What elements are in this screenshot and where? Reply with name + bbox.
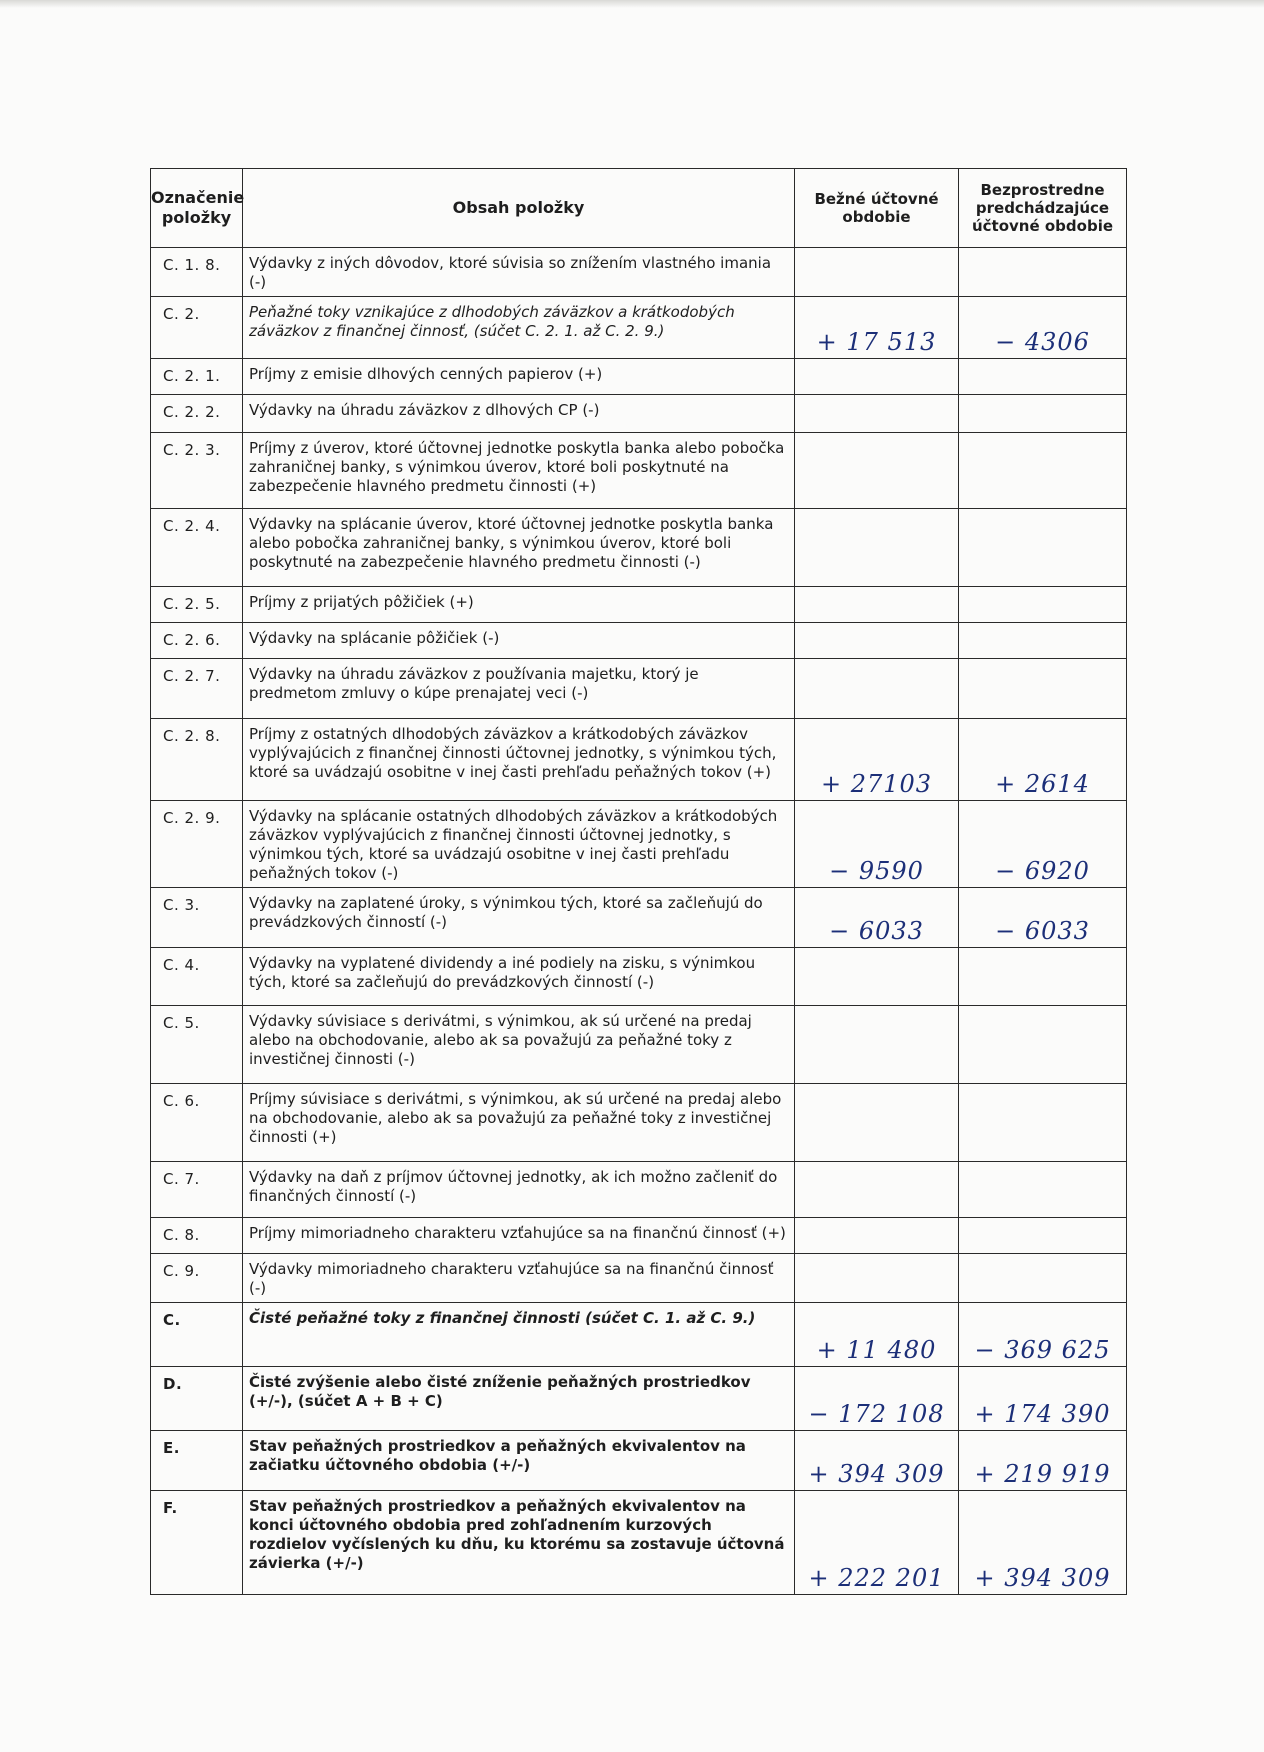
row-previous-value xyxy=(959,248,1127,297)
row-previous-value xyxy=(959,623,1127,659)
row-description: Čisté zvýšenie alebo čisté zníženie peňažných prostriedkov (+/-), (súčet A + B + C) xyxy=(243,1367,795,1431)
row-description: Výdavky z iných dôvodov, ktoré súvisia so znížením vlastného imania (-) xyxy=(243,248,795,297)
table-row xyxy=(151,1254,1127,1303)
row-previous-value xyxy=(959,1254,1127,1303)
row-current-value: + 222 201 xyxy=(795,1491,959,1595)
cash-flow-table xyxy=(150,168,1127,1595)
row-code: C. 2. xyxy=(151,297,243,359)
row-previous-value: − 4306 xyxy=(959,297,1127,359)
header-previous-period: Bezprostredne predchádzajúce účtovné obdobie xyxy=(959,169,1127,248)
row-current-value xyxy=(795,1084,959,1162)
header-description: Obsah položky xyxy=(243,169,795,248)
row-description: Peňažné toky vznikajúce z dlhodobých záväzkov a krátkodobých záväzkov z finančnej činnosť, (súčet C. 2. 1. až C. 2. 9.) xyxy=(243,297,795,359)
table-row xyxy=(151,948,1127,1006)
row-previous-value xyxy=(959,587,1127,623)
row-current-value: + 17 513 xyxy=(795,297,959,359)
row-current-value xyxy=(795,948,959,1006)
row-description: Výdavky na splácanie ostatných dlhodobých záväzkov a krátkodobých záväzkov vyplývajúcich z finančnej činnosti účtovnej jednotky, s výnimkou tých, ktoré sa uvádzajú osobitne v inej časti prehľadu peňažných tokov (-) xyxy=(243,801,795,888)
table-row xyxy=(151,359,1127,395)
row-previous-value xyxy=(959,359,1127,395)
row-current-value: − 6033 xyxy=(795,888,959,948)
row-previous-value xyxy=(959,395,1127,433)
row-current-value xyxy=(795,587,959,623)
row-previous-value: + 174 390 xyxy=(959,1367,1127,1431)
row-current-value xyxy=(795,395,959,433)
row-description: Príjmy z prijatých pôžičiek (+) xyxy=(243,587,795,623)
table-row xyxy=(151,248,1127,297)
row-description: Čisté peňažné toky z finančnej činnosti (súčet C. 1. až C. 9.) xyxy=(243,1303,795,1367)
row-description: Výdavky na splácanie pôžičiek (-) xyxy=(243,623,795,659)
row-previous-value xyxy=(959,433,1127,509)
table-row xyxy=(151,395,1127,433)
scan-top-shadow xyxy=(0,0,1264,8)
row-previous-value xyxy=(959,659,1127,719)
row-code: F. xyxy=(151,1491,243,1595)
row-current-value xyxy=(795,659,959,719)
row-code: C. 2. 8. xyxy=(151,719,243,801)
row-current-value xyxy=(795,248,959,297)
row-code: C. 5. xyxy=(151,1006,243,1084)
row-current-value xyxy=(795,623,959,659)
row-code: C. 2. 4. xyxy=(151,509,243,587)
row-previous-value xyxy=(959,1006,1127,1084)
row-current-value xyxy=(795,1162,959,1218)
row-code: C. 2. 2. xyxy=(151,395,243,433)
row-code: C. 2. 5. xyxy=(151,587,243,623)
row-code: C. 7. xyxy=(151,1162,243,1218)
row-previous-value xyxy=(959,948,1127,1006)
row-code: C. 3. xyxy=(151,888,243,948)
table-row xyxy=(151,1084,1127,1162)
row-code: C. 8. xyxy=(151,1218,243,1254)
row-description: Príjmy z emisie dlhových cenných papierov (+) xyxy=(243,359,795,395)
row-previous-value: + 219 919 xyxy=(959,1431,1127,1491)
table-row xyxy=(151,297,1127,359)
row-current-value: + 394 309 xyxy=(795,1431,959,1491)
row-description: Výdavky súvisiace s derivátmi, s výnimkou, ak sú určené na predaj alebo na obchodovanie, alebo ak sa považujú za peňažné toky z investičnej činnosti (-) xyxy=(243,1006,795,1084)
row-code: C. 4. xyxy=(151,948,243,1006)
table-row xyxy=(151,433,1127,509)
row-description: Výdavky na úhradu záväzkov z dlhových CP (-) xyxy=(243,395,795,433)
header-current-period: Bežné účtovné obdobie xyxy=(795,169,959,248)
row-description: Výdavky na zaplatené úroky, s výnimkou tých, ktoré sa začleňujú do prevádzkových činností (-) xyxy=(243,888,795,948)
row-current-value xyxy=(795,359,959,395)
header-code: Označenie položky xyxy=(151,169,243,248)
row-previous-value xyxy=(959,509,1127,587)
row-current-value: − 9590 xyxy=(795,801,959,888)
table-row xyxy=(151,1006,1127,1084)
row-description: Výdavky na vyplatené dividendy a iné podiely na zisku, s výnimkou tých, ktoré sa začleňujú do prevádzkových činností (-) xyxy=(243,948,795,1006)
row-description: Príjmy súvisiace s derivátmi, s výnimkou, ak sú určené na predaj alebo na obchodovanie, alebo ak sa považujú za peňažné toky z investičnej činnosti (+) xyxy=(243,1084,795,1162)
row-current-value xyxy=(795,509,959,587)
row-previous-value: − 6033 xyxy=(959,888,1127,948)
row-code: C. 2. 9. xyxy=(151,801,243,888)
row-code: C. xyxy=(151,1303,243,1367)
row-previous-value xyxy=(959,1084,1127,1162)
table-row xyxy=(151,1162,1127,1218)
row-description: Stav peňažných prostriedkov a peňažných ekvivalentov na začiatku účtovného obdobia (+/-) xyxy=(243,1431,795,1491)
row-previous-value xyxy=(959,1218,1127,1254)
row-code: C. 6. xyxy=(151,1084,243,1162)
table-row xyxy=(151,801,1127,888)
row-previous-value: + 2614 xyxy=(959,719,1127,801)
table-row xyxy=(151,1431,1127,1491)
table-row xyxy=(151,1303,1127,1367)
row-current-value: + 11 480 xyxy=(795,1303,959,1367)
table-row xyxy=(151,587,1127,623)
row-code: C. 2. 3. xyxy=(151,433,243,509)
row-code: C. 2. 6. xyxy=(151,623,243,659)
row-current-value xyxy=(795,1254,959,1303)
row-current-value: + 27103 xyxy=(795,719,959,801)
row-description: Stav peňažných prostriedkov a peňažných ekvivalentov na konci účtovného obdobia pred zohľadnením kurzových rozdielov vyčíslených ku dňu, ku ktorému sa zostavuje účtovná závierka (+/-) xyxy=(243,1491,795,1595)
row-current-value xyxy=(795,433,959,509)
row-description: Príjmy z úverov, ktoré účtovnej jednotke poskytla banka alebo pobočka zahraničnej banky, s výnimkou úverov, ktoré boli poskytnuté na zabezpečenie hlavného predmetu činnosti (+) xyxy=(243,433,795,509)
row-current-value xyxy=(795,1006,959,1084)
row-previous-value: − 6920 xyxy=(959,801,1127,888)
row-previous-value: − 369 625 xyxy=(959,1303,1127,1367)
row-code: E. xyxy=(151,1431,243,1491)
row-description: Výdavky mimoriadneho charakteru vzťahujúce sa na finančnú činnosť (-) xyxy=(243,1254,795,1303)
row-description: Výdavky na daň z príjmov účtovnej jednotky, ak ich možno začleniť do finančných činností (-) xyxy=(243,1162,795,1218)
row-code: C. 2. 1. xyxy=(151,359,243,395)
row-description: Výdavky na splácanie úverov, ktoré účtovnej jednotke poskytla banka alebo pobočka zahraničnej banky, s výnimkou úverov, ktoré boli poskytnuté na zabezpečenie hlavného predmetu činnosti (-) xyxy=(243,509,795,587)
row-description: Príjmy mimoriadneho charakteru vzťahujúce sa na finančnú činnosť (+) xyxy=(243,1218,795,1254)
table-row xyxy=(151,623,1127,659)
cash-flow-table-container xyxy=(150,168,1126,1595)
table-row xyxy=(151,1218,1127,1254)
table-row xyxy=(151,509,1127,587)
table-row xyxy=(151,659,1127,719)
table-row xyxy=(151,1367,1127,1431)
row-previous-value xyxy=(959,1162,1127,1218)
row-code: C. 2. 7. xyxy=(151,659,243,719)
row-code: C. 1. 8. xyxy=(151,248,243,297)
table-row xyxy=(151,719,1127,801)
table-header-row xyxy=(151,169,1127,248)
row-current-value xyxy=(795,1218,959,1254)
row-current-value: − 172 108 xyxy=(795,1367,959,1431)
row-code: D. xyxy=(151,1367,243,1431)
table-row xyxy=(151,888,1127,948)
row-code: C. 9. xyxy=(151,1254,243,1303)
table-row xyxy=(151,1491,1127,1595)
row-description: Výdavky na úhradu záväzkov z používania majetku, ktorý je predmetom zmluvy o kúpe prenajatej veci (-) xyxy=(243,659,795,719)
row-previous-value: + 394 309 xyxy=(959,1491,1127,1595)
row-description: Príjmy z ostatných dlhodobých záväzkov a krátkodobých záväzkov vyplývajúcich z finančnej činnosti účtovnej jednotky, s výnimkou tých, ktoré sa uvádzajú osobitne v inej časti prehľadu peňažných tokov (+) xyxy=(243,719,795,801)
